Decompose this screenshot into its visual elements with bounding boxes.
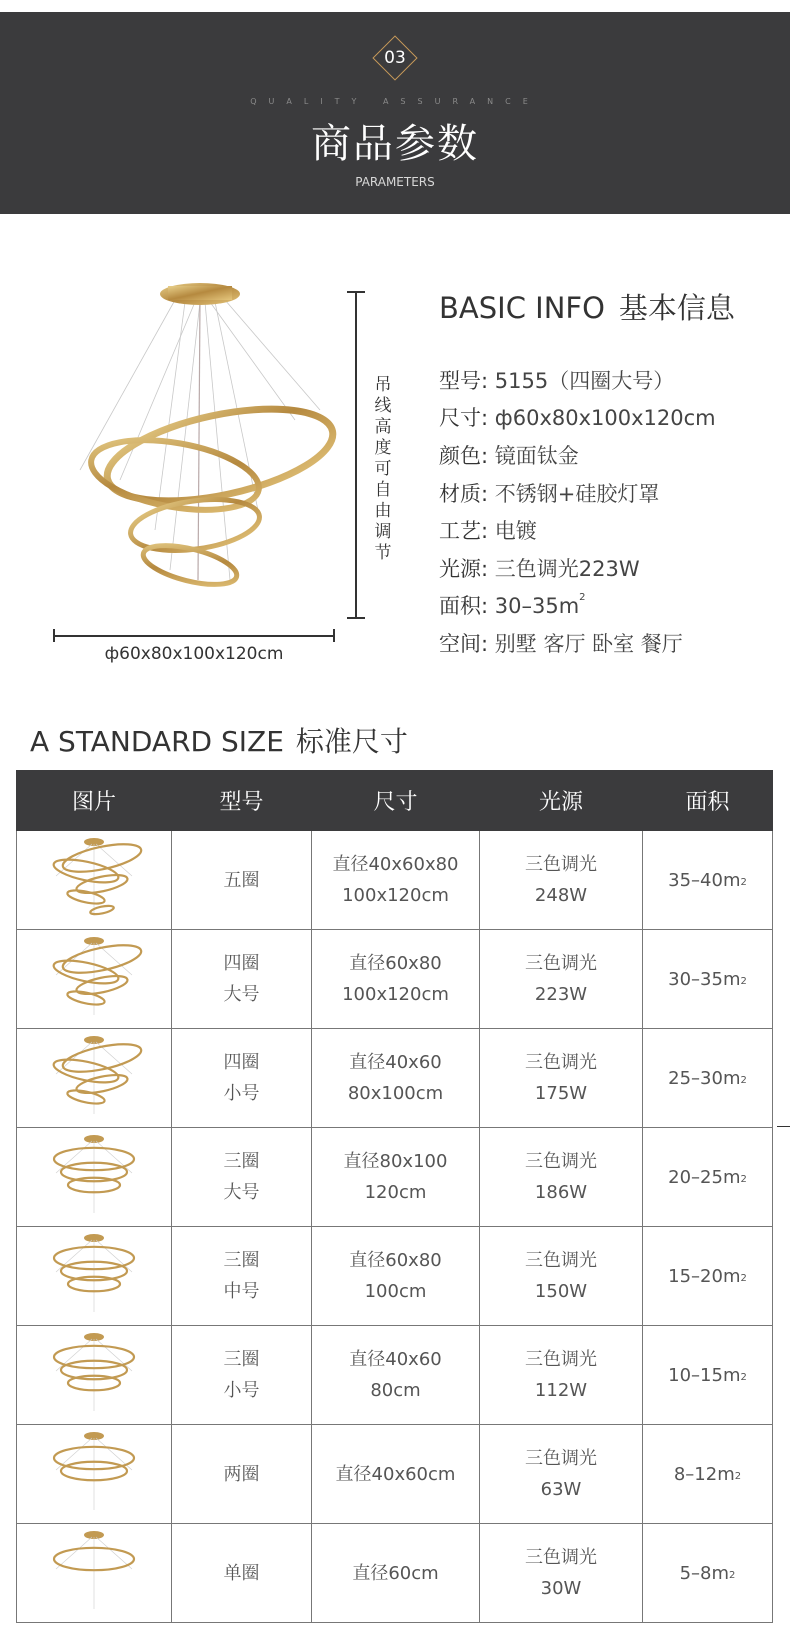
size-line: 直径40x60 — [349, 1349, 442, 1370]
basic-info-title — [439, 286, 735, 327]
area-sup: 2 — [740, 1074, 747, 1086]
product-thumbnail-icon — [34, 1430, 154, 1518]
model-line: 三圈 — [223, 1151, 260, 1172]
cell-image — [17, 1326, 172, 1425]
model-line: 中号 — [223, 1281, 260, 1302]
col-header-size: 尺寸 — [312, 771, 480, 831]
size-line: 直径40x60 — [349, 1052, 442, 1073]
spec-value: 5155（四圈大号） — [494, 369, 675, 393]
spec-sup: 2 — [579, 592, 586, 603]
product-thumbnail-icon — [34, 1529, 154, 1617]
product-thumbnail-icon — [34, 1331, 154, 1419]
spec-value: 三色调光223W — [494, 557, 640, 581]
spec-material — [439, 478, 659, 508]
cell-light — [480, 1128, 643, 1227]
edge-mark — [777, 1126, 790, 1127]
table-row — [17, 1128, 773, 1227]
cell-image — [17, 1524, 172, 1623]
model-line: 大号 — [223, 984, 260, 1005]
size-line: 直径40x60cm — [335, 1463, 456, 1485]
diameter-note: ф60x80x100x120cm — [104, 644, 284, 664]
cell-light — [480, 1227, 643, 1326]
size-line: 直径60x80 — [349, 953, 442, 974]
area-value: 15–20m — [668, 1265, 741, 1287]
area-value: 35–40m — [668, 869, 741, 891]
model-line: 四圈 — [223, 953, 260, 974]
cell-size — [312, 1029, 480, 1128]
area-sup: 2 — [740, 1272, 747, 1284]
table-row — [17, 1326, 773, 1425]
height-note: 吊线高度可自由调节 — [374, 375, 392, 563]
spec-key: 光源: — [439, 557, 489, 581]
cell-light — [480, 831, 643, 930]
spec-key: 颜色: — [439, 444, 489, 468]
size-line: 80cm — [370, 1380, 421, 1401]
cell-model — [172, 1128, 312, 1227]
area-value: 20–25m — [668, 1166, 741, 1188]
size-line: 80x100cm — [347, 1083, 444, 1104]
cell-area — [643, 1326, 773, 1425]
tagline: QUALITY ASSURANCE — [250, 97, 540, 106]
size-line: 直径80x100 — [343, 1151, 448, 1172]
cell-area — [643, 1524, 773, 1623]
light-line: 186W — [534, 1182, 588, 1203]
col-header-image: 图片 — [17, 771, 172, 831]
model-line: 单圈 — [223, 1562, 260, 1584]
model-line: 两圈 — [223, 1463, 260, 1485]
col-header-model: 型号 — [172, 771, 312, 831]
cell-image — [17, 1425, 172, 1524]
table-row — [17, 831, 773, 930]
area-sup: 2 — [740, 975, 747, 987]
cell-model — [172, 831, 312, 930]
size-line: 100x120cm — [342, 885, 449, 906]
diameter-dimension-cap-right — [333, 629, 335, 642]
diameter-dimension-cap-left — [53, 629, 55, 642]
page-subtitle: PARAMETERS — [355, 175, 435, 189]
badge-diamond — [372, 35, 418, 81]
table-row — [17, 1524, 773, 1623]
area-value: 5–8m — [679, 1562, 730, 1584]
cell-area — [643, 1227, 773, 1326]
spec-key: 材质: — [439, 482, 489, 506]
light-line: 三色调光 — [525, 953, 597, 974]
cell-light — [480, 1029, 643, 1128]
cell-area — [643, 831, 773, 930]
spec-key: 面积: — [439, 594, 489, 618]
light-line: 175W — [534, 1083, 588, 1104]
table-header-row — [17, 771, 773, 831]
light-line: 112W — [534, 1380, 588, 1401]
cell-size — [312, 831, 480, 930]
col-header-light: 光源 — [480, 771, 643, 831]
spec-value: ф60x80x100x120cm — [494, 406, 716, 430]
product-thumbnail-icon — [34, 935, 154, 1023]
cell-light — [480, 1425, 643, 1524]
cell-image — [17, 831, 172, 930]
chandelier-image — [60, 280, 350, 630]
product-thumbnail-icon — [34, 836, 154, 924]
col-header-area: 面积 — [643, 771, 773, 831]
basic-info-title-en: BASIC INFO — [439, 291, 605, 325]
light-line: 三色调光 — [525, 1448, 597, 1469]
spec-model — [439, 365, 674, 395]
model-line: 三圈 — [223, 1250, 260, 1271]
product-thumbnail-icon — [34, 1232, 154, 1320]
section-number: 03 — [384, 48, 406, 68]
cell-light — [480, 930, 643, 1029]
area-sup: 2 — [740, 876, 747, 888]
cell-model — [172, 1425, 312, 1524]
cell-light — [480, 1326, 643, 1425]
spec-value: 镜面钛金 — [494, 444, 579, 468]
area-value: 30–35m — [668, 968, 741, 990]
standard-size-title-en: A STANDARD SIZE — [30, 725, 284, 758]
height-dimension-cap-top — [347, 291, 365, 293]
cell-size — [312, 1227, 480, 1326]
spec-process — [439, 515, 537, 545]
cell-size — [312, 1128, 480, 1227]
height-dimension-line — [355, 291, 357, 618]
cell-image — [17, 1029, 172, 1128]
size-line: 直径40x60x80 — [332, 854, 459, 875]
cell-light — [480, 1524, 643, 1623]
size-line: 直径60x80 — [349, 1250, 442, 1271]
light-line: 248W — [534, 885, 588, 906]
standard-size-title-cn: 标准尺寸 — [295, 725, 408, 758]
area-sup: 2 — [734, 1470, 742, 1482]
standard-size-title — [30, 720, 408, 760]
size-line: 120cm — [364, 1182, 427, 1203]
model-line: 大号 — [223, 1182, 260, 1203]
light-line: 三色调光 — [525, 1250, 597, 1271]
area-sup: 2 — [740, 1371, 747, 1383]
product-thumbnail-icon — [34, 1133, 154, 1221]
spec-key: 尺寸: — [439, 406, 489, 430]
spec-key: 工艺: — [439, 519, 489, 543]
spec-space — [439, 628, 683, 658]
model-line: 三圈 — [223, 1349, 260, 1370]
light-line: 三色调光 — [525, 1052, 597, 1073]
cell-model — [172, 1227, 312, 1326]
cell-model — [172, 1029, 312, 1128]
spec-value: 别墅 客厅 卧室 餐厅 — [494, 632, 683, 656]
header-banner — [0, 12, 790, 214]
light-line: 三色调光 — [525, 1151, 597, 1172]
area-value: 25–30m — [668, 1067, 741, 1089]
light-line: 三色调光 — [525, 1547, 597, 1568]
product-thumbnail-icon — [34, 1034, 154, 1122]
cell-model — [172, 1326, 312, 1425]
cell-size — [312, 1524, 480, 1623]
model-line: 五圈 — [223, 869, 260, 891]
table-row — [17, 1227, 773, 1326]
spec-value: 不锈钢+硅胶灯罩 — [494, 482, 660, 506]
area-sup: 2 — [740, 1173, 747, 1185]
cell-size — [312, 1425, 480, 1524]
area-value: 10–15m — [668, 1364, 741, 1386]
cell-image — [17, 1128, 172, 1227]
page-title: 商品参数 — [311, 121, 479, 167]
cell-model — [172, 1524, 312, 1623]
light-line: 三色调光 — [525, 854, 597, 875]
cell-size — [312, 1326, 480, 1425]
size-table — [16, 770, 773, 1623]
spec-value: 电镀 — [494, 519, 537, 543]
model-line: 四圈 — [223, 1052, 260, 1073]
spec-area — [439, 590, 586, 620]
cell-image — [17, 1227, 172, 1326]
light-line: 63W — [540, 1479, 582, 1500]
table-row — [17, 930, 773, 1029]
basic-info-title-cn: 基本信息 — [618, 291, 735, 325]
model-line: 小号 — [223, 1083, 260, 1104]
cell-image — [17, 930, 172, 1029]
cell-size — [312, 930, 480, 1029]
size-line: 100cm — [364, 1281, 427, 1302]
light-line: 223W — [534, 984, 588, 1005]
spec-key: 空间: — [439, 632, 489, 656]
spec-color — [439, 440, 579, 470]
height-dimension-cap-bottom — [347, 617, 365, 619]
light-line: 150W — [534, 1281, 588, 1302]
size-line: 100x120cm — [342, 984, 449, 1005]
spec-value: 30–35m — [494, 594, 580, 618]
diameter-dimension-line — [53, 635, 335, 637]
cell-area — [643, 1029, 773, 1128]
table-row — [17, 1425, 773, 1524]
area-value: 8–12m — [673, 1463, 735, 1485]
spec-key: 型号: — [439, 369, 489, 393]
cell-model — [172, 930, 312, 1029]
light-line: 三色调光 — [525, 1349, 597, 1370]
spec-size — [439, 402, 716, 432]
cell-area — [643, 1425, 773, 1524]
cell-area — [643, 1128, 773, 1227]
area-sup: 2 — [729, 1569, 736, 1581]
spec-light-source — [439, 553, 640, 583]
model-line: 小号 — [223, 1380, 260, 1401]
size-line: 直径60cm — [352, 1562, 439, 1584]
cell-area — [643, 930, 773, 1029]
light-line: 30W — [540, 1578, 582, 1599]
table-row — [17, 1029, 773, 1128]
